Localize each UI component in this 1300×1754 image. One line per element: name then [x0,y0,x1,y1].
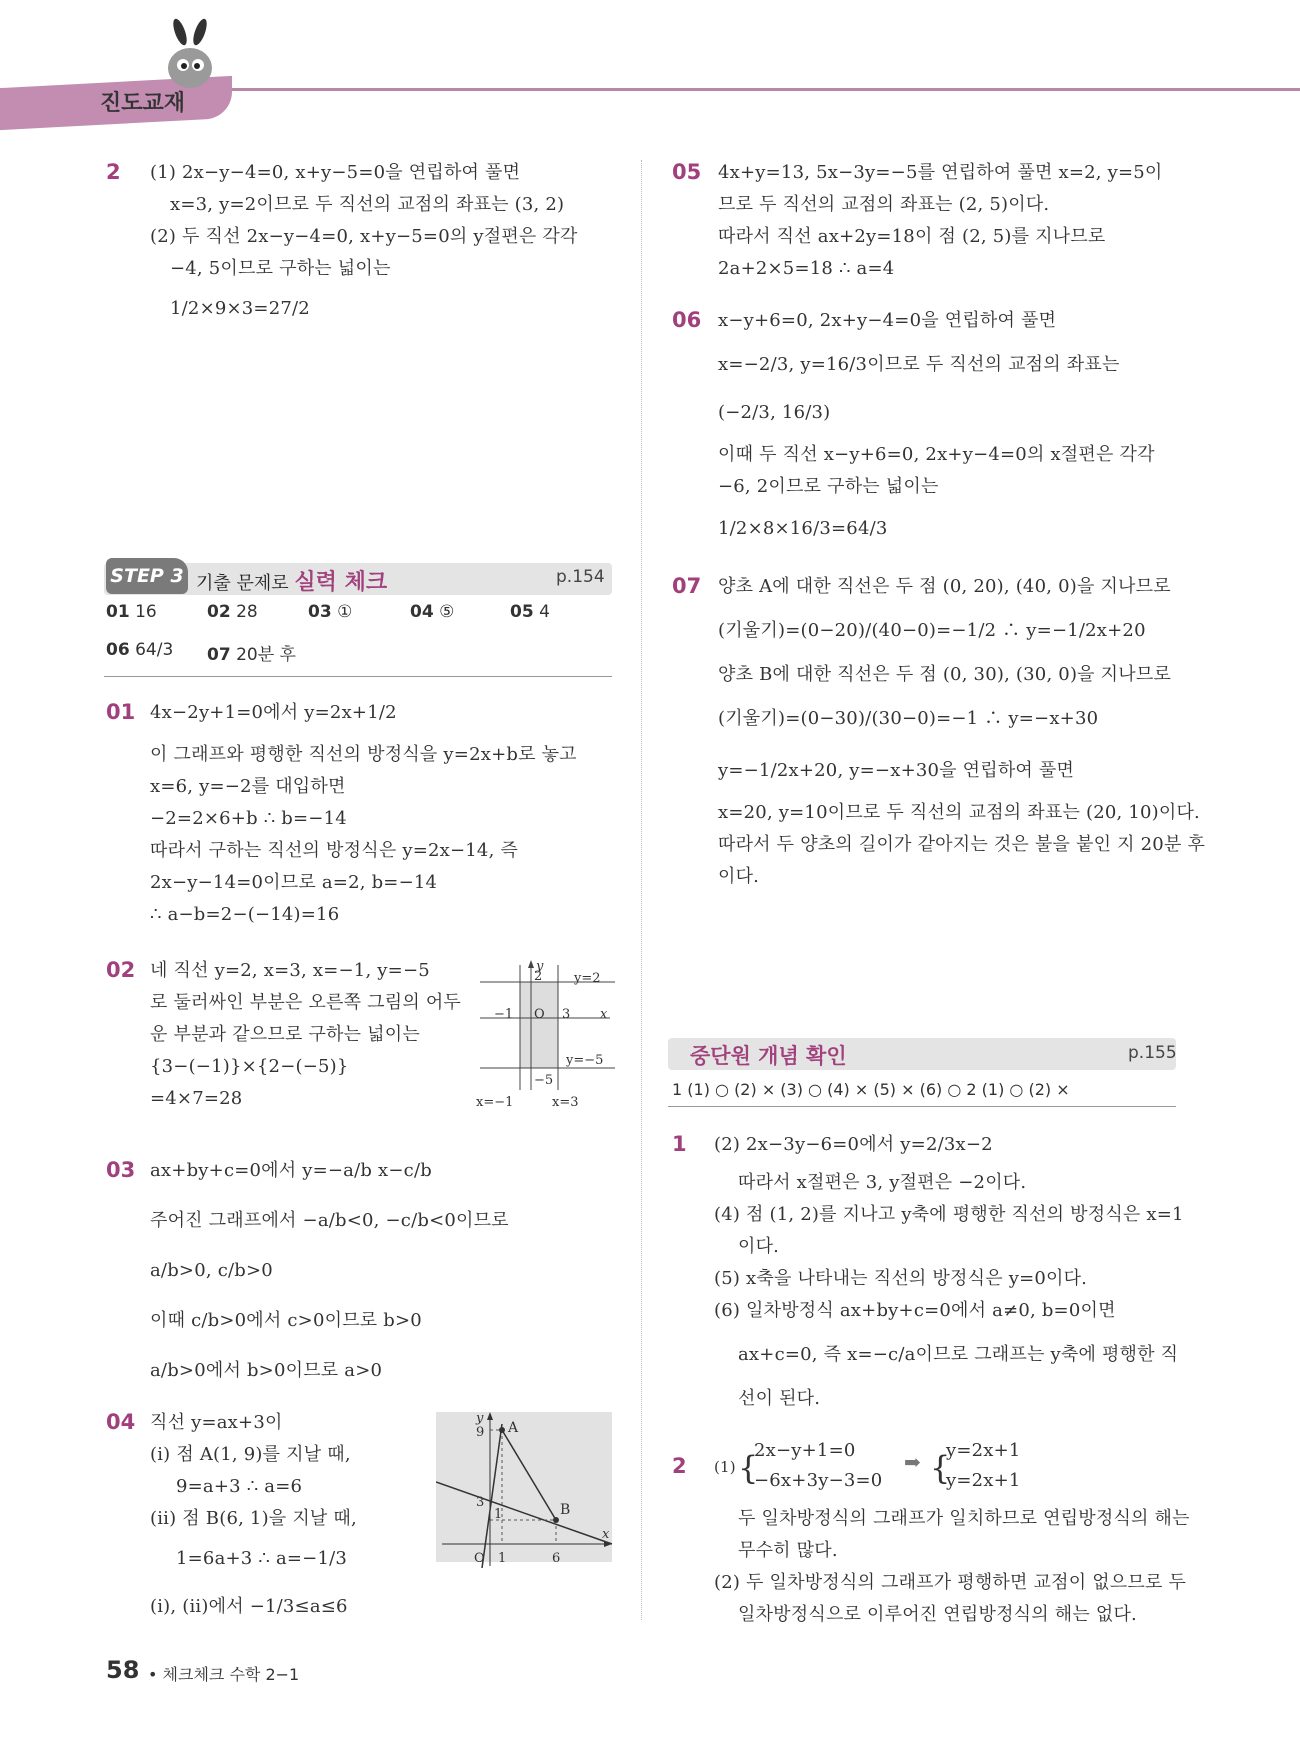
text-line: 따라서 두 양초의 길이가 같아지는 것은 불을 붙인 지 20분 후 [718,834,1206,855]
text-line: 운 부분과 같으므로 구하는 넓이는 [150,1024,420,1045]
page-reference: p.154 [556,567,605,587]
divider [104,676,612,677]
text-line: 네 직선 y=2, x=3, x=−1, y=−5 [150,960,430,981]
text-line: y=−1/2x+20, y=−x+30을 연립하여 풀면 [718,760,1075,781]
text-line: 양초 A에 대한 직선은 두 점 (0, 20), (40, 0)을 지나므로 [718,576,1171,597]
label-xm1: x=−1 [476,1095,514,1110]
axis-label-y: y [536,960,544,974]
answer-item: 03 ① [308,602,353,622]
answer-item: 01 16 [106,602,157,622]
problem-number: 04 [106,1410,136,1434]
step3-title [196,565,387,596]
text-line: (1) 2x−y−4=0, x+y−5=0을 연립하여 풀면 [150,162,521,183]
text-line: x=3, y=2이므로 두 직선의 교점의 좌표는 (3, 2) [170,194,565,215]
text-line: 9=a+3 ∴ a=6 [176,1476,303,1497]
divider [668,1106,1176,1107]
label-y2: y=2 [574,971,601,986]
text-line: 4x+y=13, 5x−3y=−5를 연립하여 풀면 x=2, y=5이 [718,162,1163,183]
system-eq: −6x+3y−3=0 [754,1470,883,1491]
problem-number: 05 [672,160,702,184]
unit-review-answers: 1 (1) ○ (2) × (3) ○ (4) × (5) × (6) ○ 2 (1) ○ (2) × [672,1080,1070,1099]
text-line: 이다. [718,866,760,887]
answer-item: 04 ⑤ [410,602,455,622]
text-line: a/b>0, c/b>0 [150,1260,273,1281]
text-line: 무수히 많다. [738,1540,838,1561]
label-9: 9 [476,1425,485,1440]
book-title: • 체크체크 수학 2−1 [148,1665,300,1684]
label-point-b: B [560,1502,571,1518]
text-line: (i) 점 A(1, 9)를 지날 때, [150,1444,351,1465]
text-line: 선이 된다. [738,1388,821,1409]
text-line: x=20, y=10이므로 두 직선의 교점의 좌표는 (20, 10)이다. [718,802,1200,823]
text-line: 일차방정식으로 이루어진 연립방정식의 해는 없다. [738,1604,1137,1625]
text-line: 이다. [738,1236,780,1257]
text-line: 따라서 x절편은 3, y절편은 −2이다. [738,1172,1027,1193]
text-line: 4x−2y+1=0에서 y=2x+1/2 [150,702,397,723]
text-line: (5) x축을 나타내는 직선의 방정식은 y=0이다. [714,1268,1088,1289]
text-line: 따라서 직선 ax+2y=18이 점 (2, 5)를 지나므로 [718,226,1106,247]
label-x3: x=3 [552,1095,579,1110]
system-eq: y=2x+1 [946,1440,1021,1461]
problem-number: 01 [106,700,136,724]
problem-number: 07 [672,574,702,598]
text-line: x=−2/3, y=16/3이므로 두 직선의 교점의 좌표는 [718,354,1120,375]
column-divider [641,160,642,1620]
text-line: ax+c=0, 즉 x=−c/a이므로 그래프는 y축에 평행한 직 [738,1344,1179,1365]
problem-number: 2 [106,160,121,184]
sub-label: (1) [714,1458,736,1476]
text-line: −6, 2이므로 구하는 넓이는 [718,476,939,497]
label-m1: −1 [494,1007,514,1022]
text-line: 로 둘러싸인 부분은 오른쪽 그림의 어두 [150,992,462,1013]
axis-label-x: x [602,1527,610,1542]
formula-line: 1/2×9×3=27/2 [170,298,310,319]
axis-label-y: y [476,1411,484,1426]
label-x1: 1 [498,1551,507,1566]
step3-title-prefix: 기출 문제로 [196,573,289,594]
text-line: 이때 c/b>0에서 c>0이므로 b>0 [150,1310,422,1331]
problem-number: 03 [106,1158,136,1182]
text-line: (2) 두 일차방정식의 그래프가 평행하면 교점이 없으므로 두 [714,1572,1187,1593]
text-line: 2x−y−14=0이므로 a=2, b=−14 [150,872,438,893]
text-line: 양초 B에 대한 직선은 두 점 (0, 30), (30, 0)을 지나므로 [718,664,1172,685]
answer-item: 05 4 [510,602,550,622]
chapter-tab-label: 진도교재 [100,91,186,116]
text-line: (−2/3, 16/3) [718,402,831,423]
text-line: −2=2×6+b ∴ b=−14 [150,808,347,829]
text-line: (기울기)=(0−20)/(40−0)=−1/2 ∴ y=−1/2x+20 [718,620,1146,641]
rectangle-region-graph [470,960,620,1110]
label-3: 3 [562,1007,571,1022]
step3-title-highlight: 실력 체크 [294,570,388,595]
label-origin: O [474,1551,485,1566]
unit-review-title: 중단원 개념 확인 [690,1044,847,1068]
brace-right: { [930,1449,951,1487]
text-line: ax+by+c=0에서 y=−a/b x−c/b [150,1160,432,1181]
book-title-text: 체크체크 수학 2−1 [162,1665,300,1684]
label-1: 1 [494,1507,503,1522]
system-eq: 2x−y+1=0 [754,1440,856,1461]
text-line: 1/2×8×16/3=64/3 [718,518,888,539]
text-line: {3−(−1)}×{2−(−5)} [150,1056,349,1077]
text-line: 2a+2×5=18 ∴ a=4 [718,258,895,279]
label-m5: −5 [534,1073,554,1088]
label-point-a: A [508,1420,519,1436]
label-3: 3 [476,1495,485,1510]
text-line: 므로 두 직선의 교점의 좌표는 (2, 5)이다. [718,194,1050,215]
answer-item: 06 64/3 [106,640,174,660]
text-line: x−y+6=0, 2x+y−4=0을 연립하여 풀면 [718,310,1057,331]
answer-item: 02 28 [207,602,258,622]
system-eq: y=2x+1 [946,1470,1021,1491]
text-line: (4) 점 (1, 2)를 지나고 y축에 평행한 직선의 방정식은 x=1 [714,1204,1184,1225]
text-line: (ii) 점 B(6, 1)을 지날 때, [150,1508,357,1529]
text-line: (2) 두 직선 2x−y−4=0, x+y−5=0의 y절편은 각각 [150,226,578,247]
label-6: 6 [552,1551,561,1566]
line-range-graph [436,1410,614,1570]
arrow-right-icon: ➡ [904,1450,921,1474]
label-ym5: y=−5 [566,1053,604,1068]
text-line: (6) 일차방정식 ax+by+c=0에서 a≠0, b=0이면 [714,1300,1116,1321]
page-number: 58 [106,1656,140,1684]
page-reference: p.155 [1128,1043,1177,1063]
problem-number: 02 [106,958,136,982]
text-line: x=6, y=−2를 대입하면 [150,776,346,797]
step3-badge: STEP 3 [106,558,188,594]
problem-number: 1 [672,1132,687,1156]
text-line: (2) 2x−3y−6=0에서 y=2/3x−2 [714,1134,993,1155]
axis-label-x: x [600,1007,608,1022]
text-line: 두 일차방정식의 그래프가 일치하므로 연립방정식의 해는 [738,1508,1190,1529]
text-line: 주어진 그래프에서 −a/b<0, −c/b<0이므로 [150,1210,509,1231]
text-line: 이때 두 직선 x−y+6=0, 2x+y−4=0의 x절편은 각각 [718,444,1155,465]
problem-number: 2 [672,1454,687,1478]
label-2: 2 [534,969,543,984]
problem-number: 06 [672,308,702,332]
text-line: ∴ a−b=2−(−14)=16 [150,904,340,925]
text-line: 직선 y=ax+3이 [150,1412,283,1433]
text-line: (i), (ii)에서 −1/3≤a≤6 [150,1596,348,1617]
text-line: a/b>0에서 b>0이므로 a>0 [150,1360,383,1381]
text-line: =4×7=28 [150,1088,243,1109]
text-line: (기울기)=(0−30)/(30−0)=−1 ∴ y=−x+30 [718,708,1099,729]
text-line: 1=6a+3 ∴ a=−1/3 [176,1548,348,1569]
label-origin: O [534,1007,545,1022]
text-line: 따라서 구하는 직선의 방정식은 y=2x−14, 즉 [150,840,519,861]
text-line: 이 그래프와 평행한 직선의 방정식을 y=2x+b로 놓고 [150,744,577,765]
answer-item: 07 20분 후 [207,645,296,665]
text-line: −4, 5이므로 구하는 넓이는 [170,258,391,279]
brace-left: { [738,1449,759,1487]
